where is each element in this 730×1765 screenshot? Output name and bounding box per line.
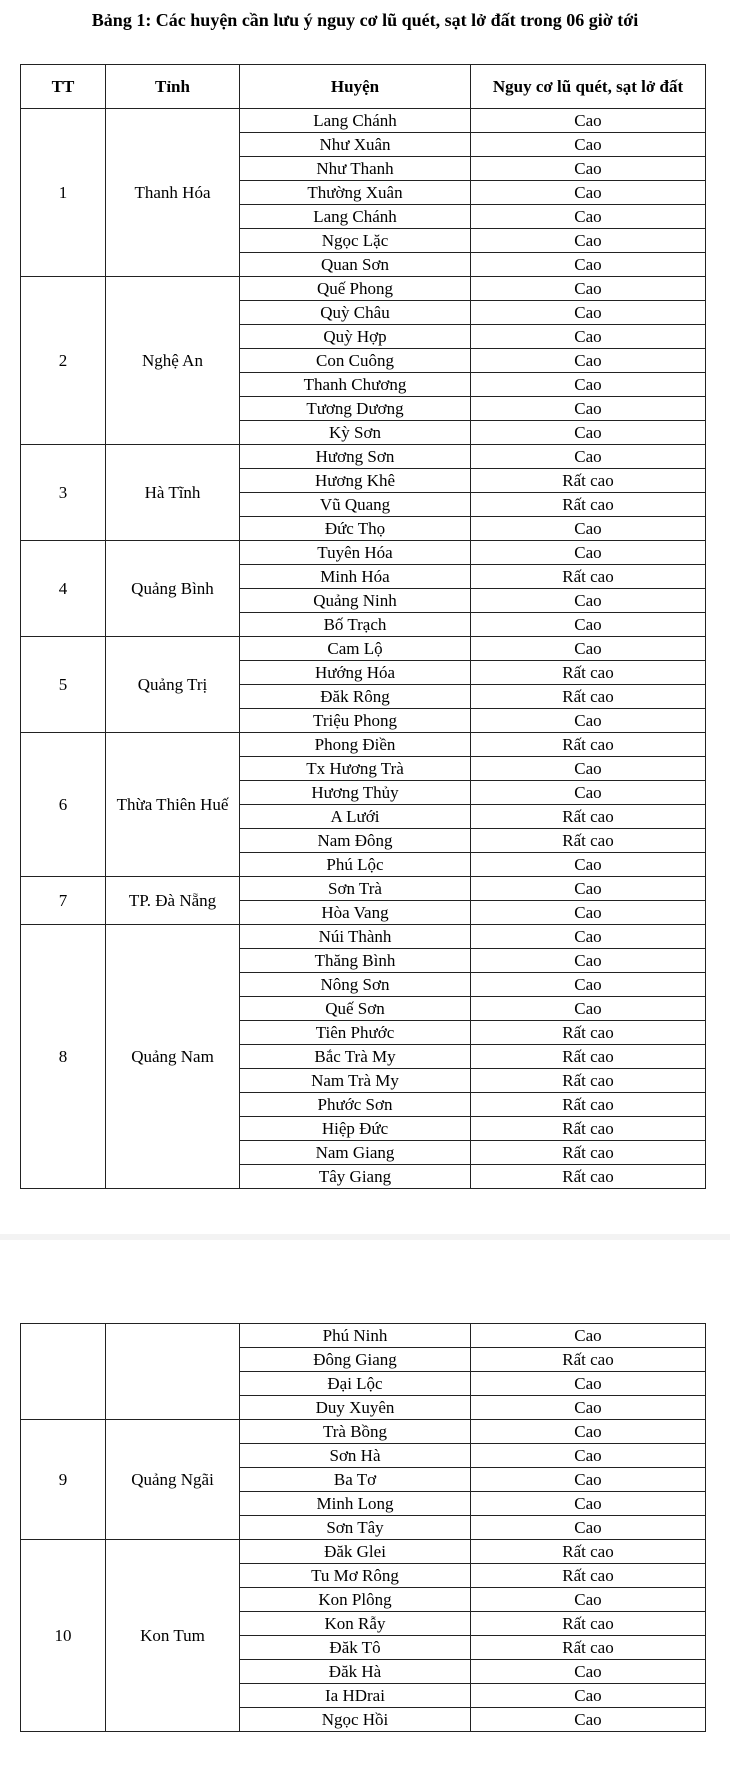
- table-body: [21, 109, 706, 1189]
- cell-risk: Cao: [471, 229, 706, 253]
- cell-risk: Cao: [471, 949, 706, 973]
- cell-huyen: Tu Mơ Rông: [240, 1564, 471, 1588]
- table-row: [21, 541, 706, 565]
- cell-risk: Cao: [471, 925, 706, 949]
- table-row: [21, 637, 706, 661]
- cell-huyen: Quế Sơn: [240, 997, 471, 1021]
- cell-tt: 10: [21, 1540, 106, 1732]
- cell-risk: Cao: [471, 709, 706, 733]
- cell-risk: Rất cao: [471, 1165, 706, 1189]
- cell-huyen: Hương Thủy: [240, 781, 471, 805]
- cell-risk: Cao: [471, 781, 706, 805]
- cell-huyen: A Lưới: [240, 805, 471, 829]
- cell-huyen: Tiên Phước: [240, 1021, 471, 1045]
- cell-tinh: Thanh Hóa: [106, 109, 240, 277]
- cell-huyen: Lang Chánh: [240, 205, 471, 229]
- cell-risk: Cao: [471, 973, 706, 997]
- cell-risk: Cao: [471, 1324, 706, 1348]
- cell-huyen: Đăk Tô: [240, 1636, 471, 1660]
- cell-risk: Cao: [471, 1516, 706, 1540]
- cell-huyen: Tx Hương Trà: [240, 757, 471, 781]
- cell-tt: 7: [21, 877, 106, 925]
- cell-tinh: Quảng Trị: [106, 637, 240, 733]
- cell-risk: Rất cao: [471, 1069, 706, 1093]
- cell-huyen: Sơn Trà: [240, 877, 471, 901]
- cell-risk: Rất cao: [471, 493, 706, 517]
- cell-risk: Cao: [471, 1660, 706, 1684]
- cell-huyen: Con Cuông: [240, 349, 471, 373]
- cell-huyen: Tuyên Hóa: [240, 541, 471, 565]
- cell-huyen: Sơn Hà: [240, 1444, 471, 1468]
- cell-risk: Cao: [471, 1588, 706, 1612]
- cell-risk: Cao: [471, 133, 706, 157]
- cell-risk: Cao: [471, 1468, 706, 1492]
- table-row: [21, 277, 706, 301]
- cell-huyen: Đăk Rông: [240, 685, 471, 709]
- cell-risk: Cao: [471, 205, 706, 229]
- cell-risk: Cao: [471, 1684, 706, 1708]
- cell-huyen: Hương Sơn: [240, 445, 471, 469]
- risk-table-page1: [20, 64, 706, 1189]
- cell-risk: Rất cao: [471, 829, 706, 853]
- cell-huyen: Nam Đông: [240, 829, 471, 853]
- cell-huyen: Hòa Vang: [240, 901, 471, 925]
- table-row: [21, 1540, 706, 1564]
- cell-risk: Rất cao: [471, 1141, 706, 1165]
- cell-risk: Cao: [471, 1444, 706, 1468]
- cell-huyen: Quan Sơn: [240, 253, 471, 277]
- cell-tinh: [106, 1324, 240, 1420]
- cell-tinh: Kon Tum: [106, 1540, 240, 1732]
- cell-risk: Rất cao: [471, 1117, 706, 1141]
- cell-risk: Cao: [471, 1492, 706, 1516]
- cell-huyen: Vũ Quang: [240, 493, 471, 517]
- cell-tinh: Quảng Nam: [106, 925, 240, 1189]
- cell-huyen: Kon Plông: [240, 1588, 471, 1612]
- cell-risk: Cao: [471, 373, 706, 397]
- cell-tinh: Thừa Thiên Huế: [106, 733, 240, 877]
- table-row: [21, 877, 706, 901]
- cell-risk: Rất cao: [471, 1540, 706, 1564]
- cell-risk: Cao: [471, 397, 706, 421]
- cell-risk: Cao: [471, 1708, 706, 1732]
- cell-huyen: Đại Lộc: [240, 1372, 471, 1396]
- cell-risk: Rất cao: [471, 733, 706, 757]
- cell-risk: Cao: [471, 301, 706, 325]
- cell-risk: Rất cao: [471, 1612, 706, 1636]
- cell-risk: Rất cao: [471, 685, 706, 709]
- cell-risk: Cao: [471, 253, 706, 277]
- cell-tinh: Nghệ An: [106, 277, 240, 445]
- cell-risk: Cao: [471, 1372, 706, 1396]
- cell-risk: Rất cao: [471, 661, 706, 685]
- cell-tt: 8: [21, 925, 106, 1189]
- cell-huyen: Thăng Bình: [240, 949, 471, 973]
- cell-tinh: Quảng Bình: [106, 541, 240, 637]
- page-separator: [0, 1234, 730, 1240]
- cell-tt: 1: [21, 109, 106, 277]
- cell-huyen: Kỳ Sơn: [240, 421, 471, 445]
- cell-huyen: Như Xuân: [240, 133, 471, 157]
- cell-risk: Cao: [471, 421, 706, 445]
- cell-tt: [21, 1324, 106, 1420]
- cell-huyen: Phước Sơn: [240, 1093, 471, 1117]
- cell-huyen: Quảng Ninh: [240, 589, 471, 613]
- header-huyen: Huyện: [240, 65, 471, 109]
- cell-huyen: Sơn Tây: [240, 1516, 471, 1540]
- cell-huyen: Bố Trạch: [240, 613, 471, 637]
- cell-risk: Rất cao: [471, 1021, 706, 1045]
- cell-huyen: Tương Dương: [240, 397, 471, 421]
- cell-tt: 3: [21, 445, 106, 541]
- cell-risk: Cao: [471, 613, 706, 637]
- cell-risk: Rất cao: [471, 1636, 706, 1660]
- cell-huyen: Minh Hóa: [240, 565, 471, 589]
- table-row: [21, 109, 706, 133]
- cell-risk: Rất cao: [471, 1093, 706, 1117]
- cell-risk: Cao: [471, 1396, 706, 1420]
- cell-risk: Rất cao: [471, 1348, 706, 1372]
- cell-huyen: Hướng Hóa: [240, 661, 471, 685]
- cell-risk: Cao: [471, 901, 706, 925]
- cell-huyen: Kon Rẫy: [240, 1612, 471, 1636]
- cell-risk: Cao: [471, 637, 706, 661]
- cell-risk: Cao: [471, 877, 706, 901]
- cell-huyen: Triệu Phong: [240, 709, 471, 733]
- cell-huyen: Quỳ Châu: [240, 301, 471, 325]
- cell-risk: Cao: [471, 757, 706, 781]
- cell-huyen: Quế Phong: [240, 277, 471, 301]
- cell-huyen: Núi Thành: [240, 925, 471, 949]
- cell-huyen: Minh Long: [240, 1492, 471, 1516]
- cell-huyen: Nông Sơn: [240, 973, 471, 997]
- cell-huyen: Đăk Glei: [240, 1540, 471, 1564]
- table-body: [21, 1324, 706, 1732]
- cell-tt: 4: [21, 541, 106, 637]
- table-row: [21, 733, 706, 757]
- cell-risk: Rất cao: [471, 565, 706, 589]
- cell-risk: Rất cao: [471, 469, 706, 493]
- cell-risk: Cao: [471, 181, 706, 205]
- cell-tt: 2: [21, 277, 106, 445]
- cell-risk: Cao: [471, 109, 706, 133]
- cell-huyen: Phú Ninh: [240, 1324, 471, 1348]
- cell-tinh: TP. Đà Nẵng: [106, 877, 240, 925]
- cell-huyen: Phú Lộc: [240, 853, 471, 877]
- cell-huyen: Ba Tơ: [240, 1468, 471, 1492]
- cell-risk: Cao: [471, 589, 706, 613]
- header-risk: Nguy cơ lũ quét, sạt lở đất: [471, 65, 706, 109]
- cell-huyen: Như Thanh: [240, 157, 471, 181]
- cell-risk: Cao: [471, 1420, 706, 1444]
- cell-huyen: Nam Giang: [240, 1141, 471, 1165]
- cell-risk: Cao: [471, 349, 706, 373]
- cell-tt: 5: [21, 637, 106, 733]
- cell-risk: Rất cao: [471, 1045, 706, 1069]
- cell-risk: Cao: [471, 517, 706, 541]
- cell-tt: 9: [21, 1420, 106, 1540]
- cell-huyen: Thường Xuân: [240, 181, 471, 205]
- cell-risk: Cao: [471, 325, 706, 349]
- cell-risk: Cao: [471, 157, 706, 181]
- header-tinh: Tỉnh: [106, 65, 240, 109]
- cell-risk: Cao: [471, 997, 706, 1021]
- cell-huyen: Bắc Trà My: [240, 1045, 471, 1069]
- cell-huyen: Đông Giang: [240, 1348, 471, 1372]
- cell-risk: Cao: [471, 853, 706, 877]
- table-caption: Bảng 1: Các huyện cần lưu ý nguy cơ lũ quét, sạt lở đất trong 06 giờ tới: [91, 10, 639, 30]
- cell-risk: Rất cao: [471, 1564, 706, 1588]
- cell-huyen: Quỳ Hợp: [240, 325, 471, 349]
- cell-huyen: Tây Giang: [240, 1165, 471, 1189]
- header-row: [21, 65, 706, 109]
- table-row: [21, 1420, 706, 1444]
- risk-table-page2: [20, 1323, 706, 1732]
- header-tt: TT: [21, 65, 106, 109]
- cell-huyen: Trà Bồng: [240, 1420, 471, 1444]
- cell-risk: Cao: [471, 541, 706, 565]
- table-row: [21, 925, 706, 949]
- cell-huyen: Cam Lộ: [240, 637, 471, 661]
- cell-risk: Rất cao: [471, 805, 706, 829]
- cell-huyen: Nam Trà My: [240, 1069, 471, 1093]
- cell-tinh: Hà Tĩnh: [106, 445, 240, 541]
- cell-huyen: Lang Chánh: [240, 109, 471, 133]
- cell-risk: Cao: [471, 277, 706, 301]
- cell-huyen: Ngọc Lặc: [240, 229, 471, 253]
- cell-huyen: Ngọc Hồi: [240, 1708, 471, 1732]
- cell-tinh: Quảng Ngãi: [106, 1420, 240, 1540]
- cell-huyen: Thanh Chương: [240, 373, 471, 397]
- table-row: [21, 445, 706, 469]
- cell-huyen: Hiệp Đức: [240, 1117, 471, 1141]
- cell-huyen: Đăk Hà: [240, 1660, 471, 1684]
- table-row: [21, 1324, 706, 1348]
- cell-tt: 6: [21, 733, 106, 877]
- cell-huyen: Ia HDrai: [240, 1684, 471, 1708]
- cell-huyen: Phong Điền: [240, 733, 471, 757]
- cell-huyen: Duy Xuyên: [240, 1396, 471, 1420]
- cell-huyen: Đức Thọ: [240, 517, 471, 541]
- cell-huyen: Hương Khê: [240, 469, 471, 493]
- cell-risk: Cao: [471, 445, 706, 469]
